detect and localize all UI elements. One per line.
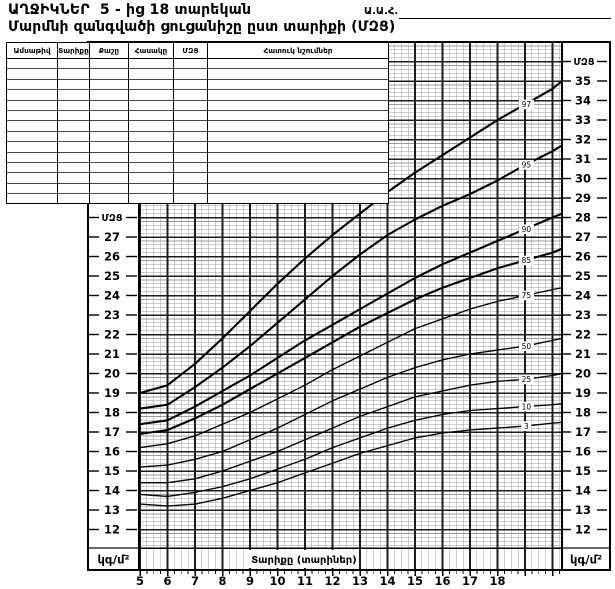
y-tick-right-34: 34: [574, 93, 592, 108]
empty-cell[interactable]: [58, 100, 90, 110]
empty-cell[interactable]: [90, 110, 129, 120]
empty-cell[interactable]: [90, 131, 129, 141]
x-tick-13: 13: [351, 574, 369, 588]
empty-cell[interactable]: [90, 100, 129, 110]
empty-cell[interactable]: [58, 194, 90, 204]
y-tick-left-12: 12: [103, 522, 121, 537]
empty-cell[interactable]: [174, 173, 208, 183]
y-tick-left-16: 16: [103, 444, 121, 459]
x-tick-7: 7: [190, 574, 200, 588]
empty-cell[interactable]: [174, 59, 208, 69]
empty-cell[interactable]: [7, 183, 58, 193]
empty-cell[interactable]: [90, 59, 129, 69]
empty-cell[interactable]: [129, 162, 174, 172]
table-row: [7, 121, 389, 131]
empty-cell[interactable]: [7, 142, 58, 152]
y-axis-right: [563, 57, 607, 537]
percentile-curve-75: [140, 288, 562, 448]
empty-cell[interactable]: [174, 100, 208, 110]
empty-cell[interactable]: [7, 90, 58, 100]
y-tick-left-13: 13: [103, 503, 121, 517]
empty-cell[interactable]: [58, 142, 90, 152]
unit-label-left: կգ/մ²: [97, 552, 130, 567]
empty-cell[interactable]: [208, 152, 389, 162]
empty-cell[interactable]: [90, 162, 129, 172]
empty-cell[interactable]: [174, 90, 208, 100]
y-tick-right-25: 25: [574, 269, 592, 283]
empty-cell[interactable]: [174, 183, 208, 193]
table-row: [7, 69, 389, 79]
y-tick-right-27: 27: [574, 230, 592, 244]
empty-cell[interactable]: [129, 194, 174, 204]
empty-cell[interactable]: [174, 79, 208, 89]
name-field-line[interactable]: [399, 4, 611, 19]
empty-cell[interactable]: [129, 59, 174, 69]
y-tick-left-18: 18: [103, 405, 121, 420]
empty-cell[interactable]: [7, 152, 58, 162]
empty-cell[interactable]: [208, 194, 389, 204]
empty-cell[interactable]: [129, 173, 174, 183]
y-tick-left-20: 20: [103, 366, 121, 381]
empty-cell[interactable]: [58, 69, 90, 79]
empty-cell[interactable]: [90, 121, 129, 131]
y-tick-right-31: 31: [574, 152, 592, 166]
y-tick-left-23: 23: [103, 308, 121, 322]
table-row: [7, 79, 389, 89]
table-header-row: [7, 43, 389, 59]
empty-cell[interactable]: [174, 142, 208, 152]
table-row: [7, 131, 389, 141]
empty-cell[interactable]: [129, 100, 174, 110]
empty-cell[interactable]: [208, 79, 389, 89]
empty-cell[interactable]: [7, 100, 58, 110]
y-tick-left-26: 26: [103, 249, 121, 264]
empty-cell[interactable]: [129, 131, 174, 141]
empty-cell[interactable]: [129, 79, 174, 89]
empty-cell[interactable]: [174, 194, 208, 204]
empty-cell[interactable]: [208, 100, 389, 110]
empty-cell[interactable]: [7, 69, 58, 79]
table-row: [7, 194, 389, 204]
table-row: [7, 142, 389, 152]
y-tick-right-21: 21: [574, 347, 592, 361]
x-tick-17: 17: [461, 574, 479, 588]
empty-cell[interactable]: [208, 131, 389, 141]
y-tick-right-22: 22: [574, 327, 592, 342]
empty-cell[interactable]: [129, 69, 174, 79]
y-tick-left-22: 22: [103, 327, 121, 342]
percentile-label-85: 85: [521, 256, 532, 266]
empty-cell[interactable]: [129, 110, 174, 120]
y-tick-left-14: 14: [103, 483, 121, 498]
x-tick-18: 18: [489, 574, 506, 588]
empty-cell[interactable]: [208, 59, 389, 69]
empty-cell[interactable]: [129, 152, 174, 162]
percentile-label-10: 10: [521, 402, 532, 412]
y-tick-right-24: 24: [574, 288, 592, 303]
y-axis-left: [89, 198, 137, 537]
percentile-label-3: 3: [523, 421, 529, 431]
percentile-curve-3: [140, 422, 562, 506]
y-tick-right-28: 28: [574, 210, 592, 225]
empty-cell[interactable]: [58, 183, 90, 193]
page-subtitle: Մարմնի զանգվածի ցուցանիշը ըստ տարիքի (ՄԶՑ): [8, 19, 396, 35]
column-header-3: Քաշը: [90, 43, 129, 59]
y-tick-left-25: 25: [103, 269, 121, 283]
empty-cell[interactable]: [129, 183, 174, 193]
empty-cell[interactable]: [90, 183, 129, 193]
empty-cell[interactable]: [90, 194, 129, 204]
empty-cell[interactable]: [58, 173, 90, 183]
table-row: [7, 59, 389, 69]
y-tick-right-23: 23: [574, 308, 592, 322]
empty-cell[interactable]: [129, 142, 174, 152]
empty-cell[interactable]: [58, 110, 90, 120]
y-tick-left-21: 21: [103, 347, 121, 361]
percentile-label-97: 97: [521, 100, 532, 110]
x-tick-5: 5: [135, 574, 145, 588]
y-tick-right-17: 17: [574, 425, 592, 439]
empty-cell[interactable]: [90, 173, 129, 183]
empty-cell[interactable]: [208, 69, 389, 79]
y-tick-right-35: 35: [574, 74, 592, 88]
table-row: [7, 110, 389, 120]
empty-cell[interactable]: [7, 194, 58, 204]
y-tick-right-15: 15: [574, 464, 592, 478]
empty-cell[interactable]: [174, 121, 208, 131]
x-tick-15: 15: [406, 574, 424, 588]
name-field-label: Ա.Ա.Հ.: [364, 6, 399, 17]
empty-cell[interactable]: [58, 59, 90, 69]
percentile-label-90: 90: [521, 224, 532, 234]
empty-cell[interactable]: [58, 162, 90, 172]
empty-cell[interactable]: [7, 110, 58, 120]
x-tick-12: 12: [324, 574, 341, 588]
y-tick-left-15: 15: [103, 464, 121, 478]
empty-cell[interactable]: [90, 142, 129, 152]
empty-cell[interactable]: [174, 152, 208, 162]
empty-cell[interactable]: [129, 90, 174, 100]
x-tick-9: 9: [245, 574, 255, 588]
y-tick-left-19: 19: [103, 386, 121, 400]
x-tick-14: 14: [379, 574, 396, 588]
y-tick-right-26: 26: [574, 249, 592, 264]
y-tick-right-13: 13: [574, 503, 592, 517]
empty-cell[interactable]: [58, 79, 90, 89]
page-title: ԱՂՋԻԿՆԵՐ 5 - ից 18 տարեկան: [8, 2, 252, 18]
y-tick-right-14: 14: [574, 483, 592, 498]
table-row: [7, 183, 389, 193]
y-tick-right-18: 18: [574, 405, 592, 420]
y-tick-right-30: 30: [574, 171, 592, 186]
y-tick-left-27: 27: [103, 230, 121, 244]
empty-cell[interactable]: [129, 121, 174, 131]
empty-cell[interactable]: [58, 131, 90, 141]
x-tick-11: 11: [296, 574, 314, 588]
empty-cell[interactable]: [208, 90, 389, 100]
y-tick-right-19: 19: [574, 386, 592, 400]
empty-cell[interactable]: [174, 131, 208, 141]
column-header-4: Հասակը: [129, 43, 174, 59]
empty-cell[interactable]: [7, 162, 58, 172]
empty-cell[interactable]: [174, 69, 208, 79]
table-row: [7, 173, 389, 183]
empty-cell[interactable]: [90, 69, 129, 79]
empty-cell[interactable]: [90, 79, 129, 89]
empty-cell[interactable]: [7, 59, 58, 69]
y-tick-right-32: 32: [574, 132, 592, 147]
y-tick-left-24: 24: [103, 288, 121, 303]
y-tick-right-33: 33: [574, 113, 592, 127]
x-tick-8: 8: [218, 574, 227, 588]
percentile-label-75: 75: [521, 291, 532, 301]
x-axis-ticks: [136, 570, 559, 588]
x-tick-16: 16: [434, 574, 451, 588]
column-header-1: Ամսաթիվ: [7, 43, 58, 59]
empty-cell[interactable]: [90, 90, 129, 100]
percentile-label-50: 50: [521, 341, 532, 351]
empty-cell[interactable]: [208, 110, 389, 120]
x-tick-10: 10: [269, 574, 286, 588]
y-axis-label-left: ՄԶՑ: [101, 213, 123, 224]
empty-cell[interactable]: [208, 173, 389, 183]
empty-cell[interactable]: [208, 142, 389, 152]
empty-cell[interactable]: [7, 79, 58, 89]
column-header-6: Հատուկ նշումներ: [208, 43, 389, 59]
empty-cell[interactable]: [58, 152, 90, 162]
y-axis-label-right: ՄԶՑ: [573, 57, 595, 68]
table-row: [7, 100, 389, 110]
empty-cell[interactable]: [7, 121, 58, 131]
empty-cell[interactable]: [58, 121, 90, 131]
empty-cell[interactable]: [208, 183, 389, 193]
y-tick-right-16: 16: [574, 444, 592, 459]
table-row: [7, 90, 389, 100]
percentile-label-95: 95: [521, 160, 532, 170]
empty-cell[interactable]: [7, 131, 58, 141]
y-tick-right-20: 20: [574, 366, 592, 381]
measurements-entry-table[interactable]: [6, 42, 389, 204]
empty-cell[interactable]: [208, 162, 389, 172]
table-row: [7, 152, 389, 162]
empty-cell[interactable]: [174, 110, 208, 120]
empty-cell[interactable]: [208, 121, 389, 131]
unit-label-right: կգ/մ²: [569, 552, 603, 567]
column-header-5: ՄԶՑ: [174, 43, 208, 59]
empty-cell[interactable]: [58, 90, 90, 100]
empty-cell[interactable]: [7, 173, 58, 183]
x-axis-label: Տարիքը (տարիներ): [251, 555, 357, 566]
column-header-2: Տարիքը: [58, 43, 90, 59]
y-tick-right-29: 29: [574, 191, 592, 205]
percentile-label-25: 25: [521, 375, 532, 385]
x-tick-6: 6: [163, 574, 172, 588]
empty-cell[interactable]: [174, 162, 208, 172]
empty-cell[interactable]: [90, 152, 129, 162]
y-tick-right-12: 12: [574, 522, 592, 537]
y-tick-left-17: 17: [103, 425, 121, 439]
table-row: [7, 162, 389, 172]
